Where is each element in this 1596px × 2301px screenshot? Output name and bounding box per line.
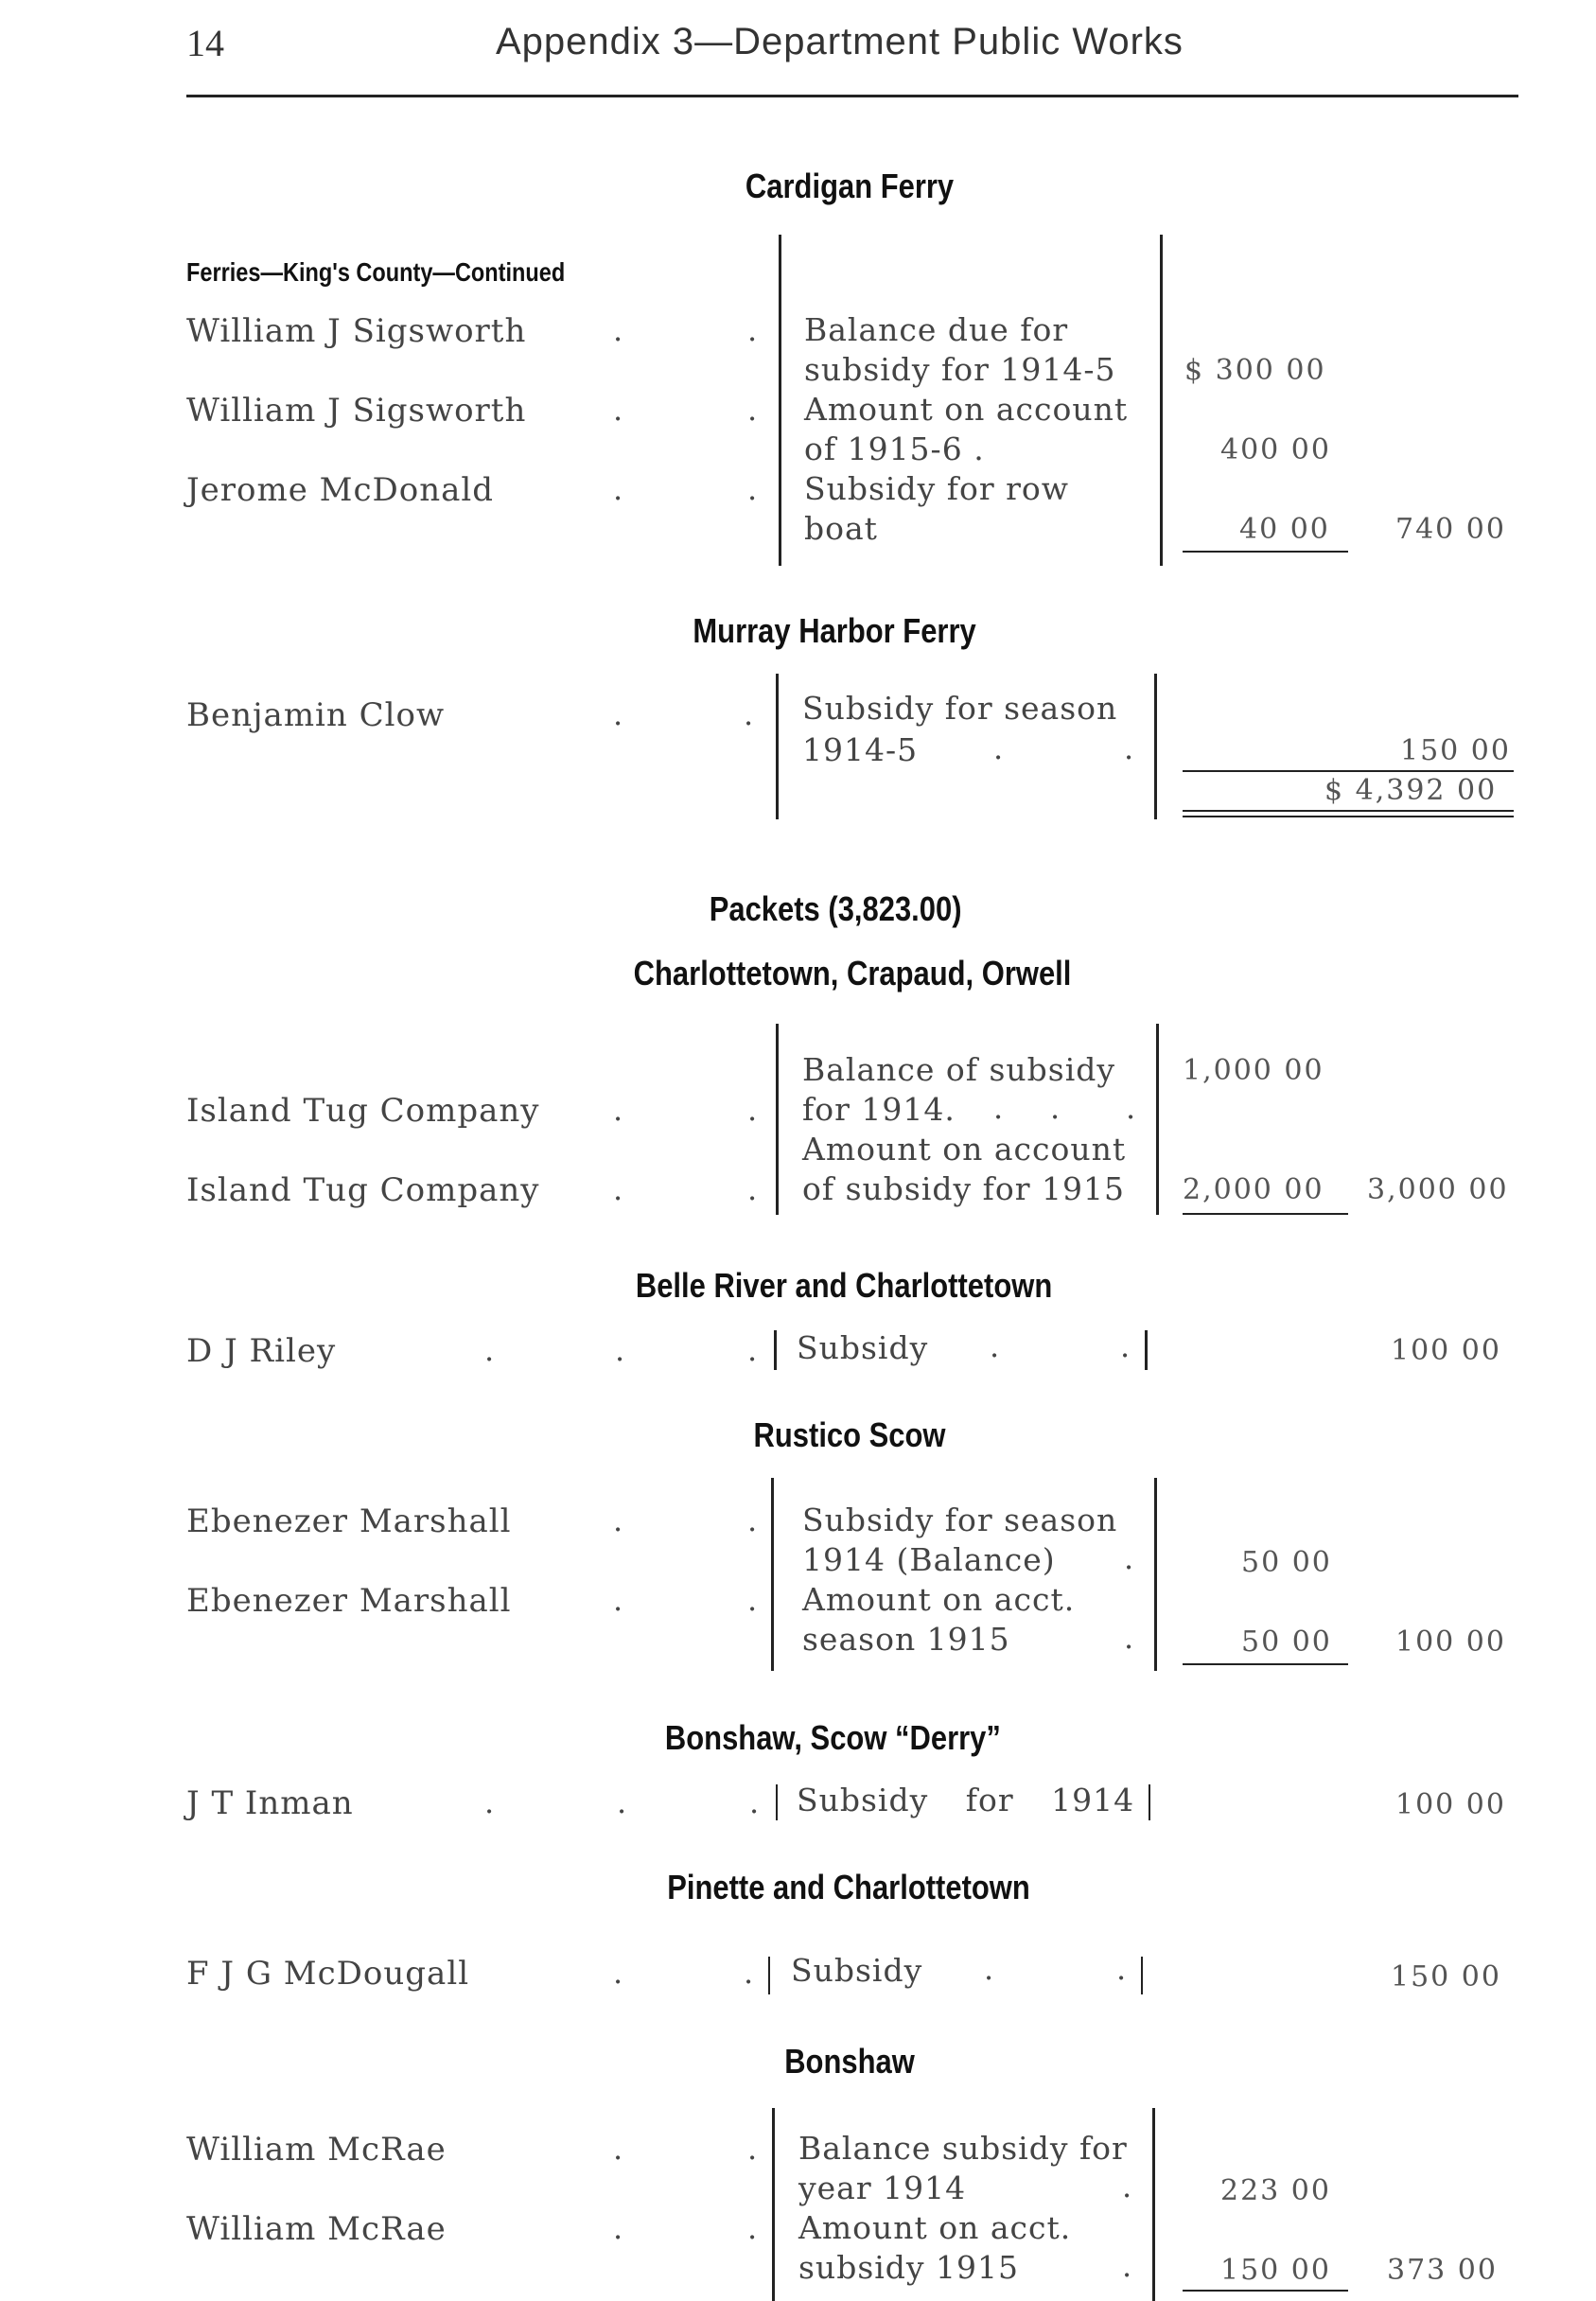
double-rule [1183,816,1514,817]
column-rule [768,1957,770,1994]
leader-dot: . [747,2131,758,2167]
column-rule [776,1784,778,1820]
leader-dot: . [744,696,754,732]
amount: $ 300 00 [1184,354,1326,387]
section-title-packets [710,889,962,929]
description-line: season 1915 [802,1621,1010,1658]
description-line: Amount on acct. [798,2209,1072,2246]
leader-dot: . [993,730,1004,766]
grand-total: $ 4,392 00 [1324,774,1498,807]
description-line: Balance subsidy for [798,2130,1128,2167]
column-rule [1152,2108,1155,2301]
column-rule [1154,1478,1157,1671]
leader-dot: . [613,1582,623,1618]
leader-dot: . [615,1332,625,1368]
section-total: 100 00 [1391,1334,1501,1367]
page-number: 14 [186,22,224,64]
section-total: 100 00 [1395,1788,1506,1821]
sum-rule [1183,2290,1348,2292]
column-rule [1149,1784,1150,1820]
column-rule [1141,1957,1143,1994]
description-line: Subsidy [797,1329,929,1366]
section-total: 373 00 [1387,2254,1498,2287]
leader-dot: . [747,1582,758,1618]
payee-name: William McRae [186,2210,447,2248]
route-title-charlottetown-crapaud-orwell: Charlottetown, Crapaud, Orwell [633,954,1072,992]
leader-dot: . [1122,2169,1132,2204]
payee-name: Ebenezer Marshall [186,1502,512,1540]
leader-dot: . [747,1092,758,1128]
amount: 50 00 [1241,1546,1332,1579]
column-rule [771,1478,774,1671]
column-rule [776,1024,779,1215]
column-rule [1156,1024,1159,1215]
leader-dot: . [613,2131,623,2167]
sum-rule [1183,1213,1348,1215]
subheading-ferries-kings-county: Ferries—King's County—Continued [186,257,566,287]
leader-dot: . [749,1784,760,1820]
leader-dot: . [747,1332,758,1368]
leader-dot: . [613,392,623,428]
leader-dot: . [1120,1328,1131,1364]
description-line: Amount on account [804,391,1129,428]
leader-dot: . [747,1502,758,1538]
description-line: Subsidy [791,1952,923,1989]
leader-dot: . [613,1092,623,1128]
leader-dot: . [613,1171,623,1207]
description-line: Subsidy for season [802,1502,1118,1538]
packets-amount: (3,823.00) [828,889,962,928]
running-header-title: Appendix 3—Department Public Works [496,21,1184,62]
section-total: 740 00 [1395,513,1506,546]
payee-name: Ebenezer Marshall [186,1582,512,1620]
payee-name: D J Riley [186,1332,337,1370]
description-line: 1914 (Balance) [802,1541,1056,1578]
header-rule [186,95,1518,97]
payee-name: J T Inman [186,1784,354,1822]
description-line: Amount on acct. [802,1581,1076,1618]
amount: 2,000 00 [1183,1173,1324,1206]
payee-name: William J Sigsworth [186,312,527,350]
leader-dot: . [1124,1620,1134,1656]
leader-dot: . [1124,1540,1134,1576]
sum-rule [1183,551,1348,553]
leader-dot: . [747,392,758,428]
section-total: 100 00 [1395,1625,1506,1659]
section-title-cardigan: Cardigan Ferry [745,167,955,205]
description-line: subsidy for 1914-5 [804,351,1116,388]
description-line: for 1914. [802,1091,956,1128]
amount: 40 00 [1239,513,1330,546]
leader-dot: . [1122,2248,1132,2284]
leader-dot: . [1124,730,1134,766]
column-rule [776,674,779,819]
amount: 400 00 [1220,433,1331,466]
description-line: of 1915-6 . [804,430,985,467]
section-title-pinette: Pinette and Charlottetown [667,1868,1030,1906]
section-title-bonshaw: Bonshaw [784,2042,915,2081]
leader-dot: . [613,1502,623,1538]
section-title-murray-harbor: Murray Harbor Ferry [693,611,976,650]
section-title-rustico-scow: Rustico Scow [753,1415,946,1454]
leader-dot: . [613,696,623,732]
section-total: 150 00 [1400,734,1511,767]
column-rule [1154,674,1157,819]
leader-dot: . [747,312,758,348]
description-line: Balance due for [804,311,1069,348]
leader-dot: . [613,471,623,507]
sum-rule [1183,1663,1348,1665]
leader-dot: . [984,1951,994,1987]
description-line: of subsidy for 1915 [802,1170,1125,1207]
leader-dot: . [1126,1090,1136,1126]
packets-title: Packets [709,889,820,928]
column-rule [1160,235,1163,566]
amount: 50 00 [1241,1625,1332,1659]
payee-name: Benjamin Clow [186,696,446,734]
description-line: Balance of subsidy [802,1051,1116,1088]
leader-dot: . [613,1955,623,1991]
payee-name: Jerome McDonald [186,471,495,509]
payee-name: Island Tug Company [186,1171,540,1209]
leader-dot: . [747,2210,758,2246]
amount: 1,000 00 [1183,1054,1324,1087]
description-line: Amount on account [802,1131,1127,1168]
leader-dot: . [1116,1951,1127,1987]
leader-dot: . [484,1332,495,1368]
leader-dot: . [747,471,758,507]
payee-name: Island Tug Company [186,1092,540,1130]
leader-dot: . [747,1171,758,1207]
leader-dot: . [613,312,623,348]
leader-dot: . [1050,1090,1061,1126]
section-total: 150 00 [1391,1960,1501,1994]
amount: 150 00 [1220,2254,1331,2287]
section-title-belle-river: Belle River and Charlottetown [635,1266,1053,1305]
leader-dot: . [484,1784,495,1820]
column-rule [772,2108,775,2301]
column-rule [1145,1330,1148,1370]
description-line: year 1914 [798,2169,967,2206]
leader-dot: . [990,1328,1000,1364]
description-line: Subsidy for 1914 [797,1782,1135,1818]
leader-dot: . [744,1955,754,1991]
payee-name: William J Sigsworth [186,392,527,430]
leader-dot: . [993,1090,1004,1126]
description-line: 1914-5 [802,731,919,768]
section-total: 3,000 00 [1367,1173,1509,1206]
description-line: boat [804,510,878,547]
payee-name: William McRae [186,2131,447,2169]
double-rule [1183,810,1514,812]
description-line: subsidy 1915 [798,2249,1020,2286]
column-rule [779,235,781,566]
leader-dot: . [613,2210,623,2246]
description-line: Subsidy for row [804,470,1069,507]
sum-rule [1183,770,1514,772]
section-title-bonshaw-scow-derry: Bonshaw, Scow “Derry” [664,1718,1001,1757]
column-rule [774,1330,777,1370]
payee-name: F J G McDougall [186,1955,470,1993]
leader-dot: . [617,1784,627,1820]
description-line: Subsidy for season [802,690,1118,727]
amount: 223 00 [1220,2174,1331,2207]
